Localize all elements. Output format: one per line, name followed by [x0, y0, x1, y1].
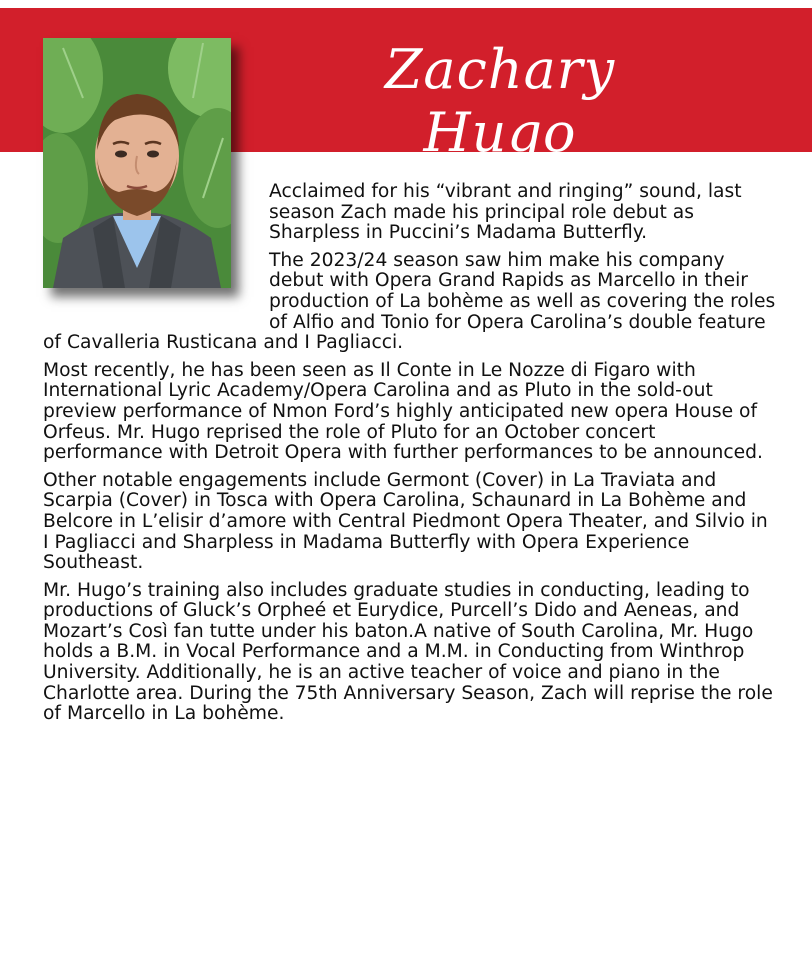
bio-paragraph-1: Acclaimed for his “vibrant and ringing” sound, last season Zach made his principal role debut as Sharpless in Puccini’s Madama Butterfly.	[269, 181, 742, 244]
bio-text	[43, 182, 778, 732]
bio-paragraph-4: Other notable engagements include Germont (Cover) in La Traviata and Scarpia (Cover) in Tosca with Opera Carolina, Schaunard in La Bohème and Belcore in L’elisir d’amore with Central Piedmont Opera Theater, and Silvio in I Pagliacci and Sharpless in Madama Butterfly with Opera Experience Southeast.	[43, 469, 768, 574]
bio-paragraph-5: Mr. Hugo’s training also includes graduate studies in conducting, leading to productions of Gluck’s Orpheé et Eurydice, Purcell’s Dido and Aeneas, and Mozart’s Così fan tutte under his baton.A native of South Carolina, Mr. Hugo holds a B.M. in Vocal Performance and a M.M. in Conducting from Winthrop University. Additionally, he is an active teacher of voice and piano in the Charlotte area. During the 75th Anniversary Season, Zach will reprise the role of Marcello in La bohème.	[43, 579, 773, 725]
photo-spacer	[43, 182, 269, 326]
bio-paragraph-3: Most recently, he has been seen as Il Conte in Le Nozze di Figaro with International Lyric Academy/Opera Carolina and as Pluto in the sold-out preview performance of Nmon Ford’s highly anticipated new opera House of Orfeus. Mr. Hugo reprised the role of Pluto for an October concert performance with Detroit Opera with further performances to be announced.	[43, 359, 763, 464]
bio-paragraph-2: The 2023/24 season saw him make his company debut with Opera Grand Rapids as Marcello in their production of La bohème as well as covering the roles of Alfio and Tonio for Opera Carolina’s double feature of Cavalleria Rusticana and I Pagliacci.	[43, 249, 776, 354]
page-title: Zachary Hugo	[384, 38, 616, 164]
